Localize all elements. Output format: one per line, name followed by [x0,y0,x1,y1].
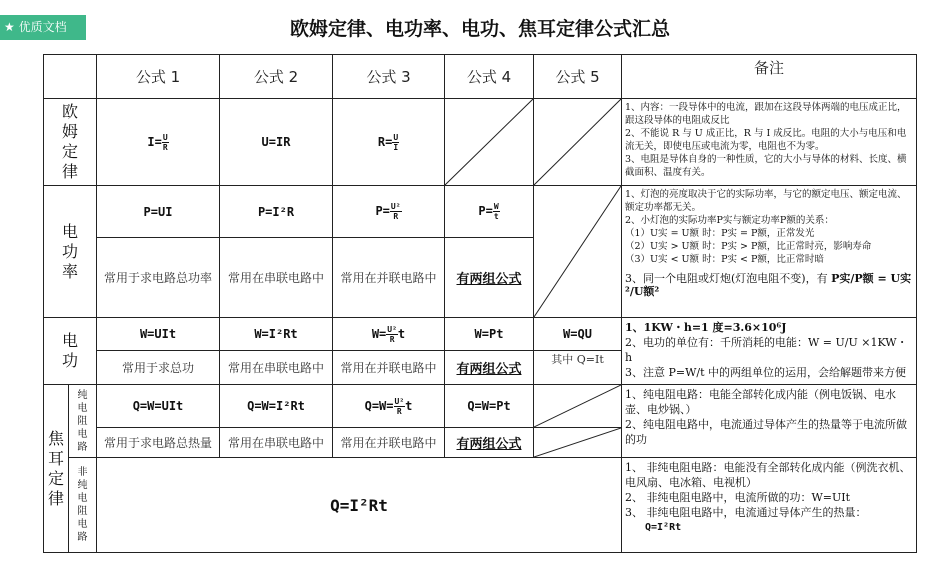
joule-note-2: 常用在串联电路中 [220,428,333,458]
joule-note-4: 有两组公式 [445,428,534,458]
header-formula-4: 公式 4 [445,55,534,99]
work-formula-1: W=UIt [97,318,220,351]
ohm-formula-1: I= $\frac{U}{R}$ [97,99,220,186]
empty-cell-diagonal [534,99,622,186]
power-formula-3: P= $\frac{\text{U²}}{R}$ [333,186,445,238]
formula-table [43,54,917,553]
header-remarks: 备注 [622,55,917,99]
power-formula-4: P= $\frac{W}{t}$ [445,186,534,238]
empty-cell-diagonal [445,99,534,186]
power-note-2: 常用在串联电路中 [220,238,333,318]
quality-doc-badge: ★ 优质文档 [0,15,86,40]
category-ohm-law: 欧 姆 定 律 [44,99,97,186]
ohm-formula-2: U=IR [220,99,333,186]
work-remarks: 1、1KW・h=1 度=3.6×10⁶J 2、电功的单位有：千所消耗的电能：W = U/U ×1KW・h 3、注意 P=W/t 中的两组单位的运用，会给解题带来方便 [622,318,917,385]
work-note-4: 有两组公式 [445,351,534,385]
joule-note-1: 常用于求电路总热量 [97,428,220,458]
category-electric-work: 电 功 [44,318,97,385]
work-note-1: 常用于求总功 [97,351,220,385]
power-remarks: 1、灯泡的亮度取决于它的实际功率，与它的额定电压、额定电流、额定功率都无关。 2、小灯泡的实际功率P实与额定功率P额的关系： （1）U实 = U额 时：P实 = P额，正常发光 （2）U实 > U额 时：P实 > P额，比正常时亮，影响寿命 （3）U实 < U额 时：P实 < P额，比正常时暗 3、同一个电阻或灯炮(灯泡电阻不变)，有 P实/P额 = U实²/U额² [622,186,917,318]
non-pure-joule-formula: Q=I²Rt [97,458,622,553]
power-formula-2: P=I²R [220,186,333,238]
joule-formula-3: Q=W= $\frac{\text{U²}}{R}$ t [333,385,445,428]
work-note-5: 其中 Q=It [534,351,622,385]
work-formula-5: W=QU [534,318,622,351]
joule-note-3: 常用在并联电路中 [333,428,445,458]
work-formula-2: W=I²Rt [220,318,333,351]
empty-cell-diagonal [534,428,622,458]
work-note-2: 常用在串联电路中 [220,351,333,385]
pure-resistive-circuit-label: 纯 电 阻 电 路 [69,385,97,458]
header-corner [44,55,97,99]
power-note-4: 有两组公式 [445,238,534,318]
power-formula-1: P=UI [97,186,220,238]
joule-formula-1: Q=W=UIt [97,385,220,428]
category-joule-law: 焦 耳 定 律 [44,385,69,553]
header-formula-5: 公式 5 [534,55,622,99]
pure-resistive-remarks: 1、纯电阻电路：电能全部转化成内能（例电饭锅、电水壶、电炒锅、） 2、纯电阻电路中，电流通过导体产生的热量等于电流所做的功 [622,385,917,458]
joule-formula-2: Q=W=I²Rt [220,385,333,428]
empty-cell-diagonal [534,385,622,428]
work-formula-4: W=Pt [445,318,534,351]
work-note-3: 常用在并联电路中 [333,351,445,385]
header-formula-1: 公式 1 [97,55,220,99]
power-note-3: 常用在并联电路中 [333,238,445,318]
header-formula-3: 公式 3 [333,55,445,99]
non-pure-resistive-circuit-label: 非 纯 电 阻 电 路 [69,458,97,553]
power-note-1: 常用于求电路总功率 [97,238,220,318]
non-pure-resistive-remarks: 1、 非纯电阻电路：电能没有全部转化成内能（例洗衣机、电风扇、电冰箱、电视机） 2、 非纯电阻电路中，电流所做的功：W=UIt 3、 非纯电阻电路中，电流通过导体产生的热量： Q=I²Rt [622,458,917,553]
ohm-formula-3: R= $\frac{U}{I}$ [333,99,445,186]
ohm-remarks: 1、内容：一段导体中的电流，跟加在这段导体两端的电压成正比，跟这段导体的电阻成反比 2、不能说 R 与 U 成正比，R 与 I 成反比。电阻的大小与电压和电流无关，即使电压或电流为零，电阻也不为零。 3、电阻是导体自身的一种性质，它的大小与导体的材料、长度、横截面积、温度有关。 [622,99,917,186]
joule-formula-4: Q=W=Pt [445,385,534,428]
page-title: 欧姆定律、电功率、电功、焦耳定律公式汇总 [289,18,670,40]
work-formula-3: W= $\frac{\text{U²}}{R}$ t [333,318,445,351]
category-electric-power: 电 功 率 [44,186,97,318]
empty-cell-diagonal [534,186,622,318]
header-formula-2: 公式 2 [220,55,333,99]
